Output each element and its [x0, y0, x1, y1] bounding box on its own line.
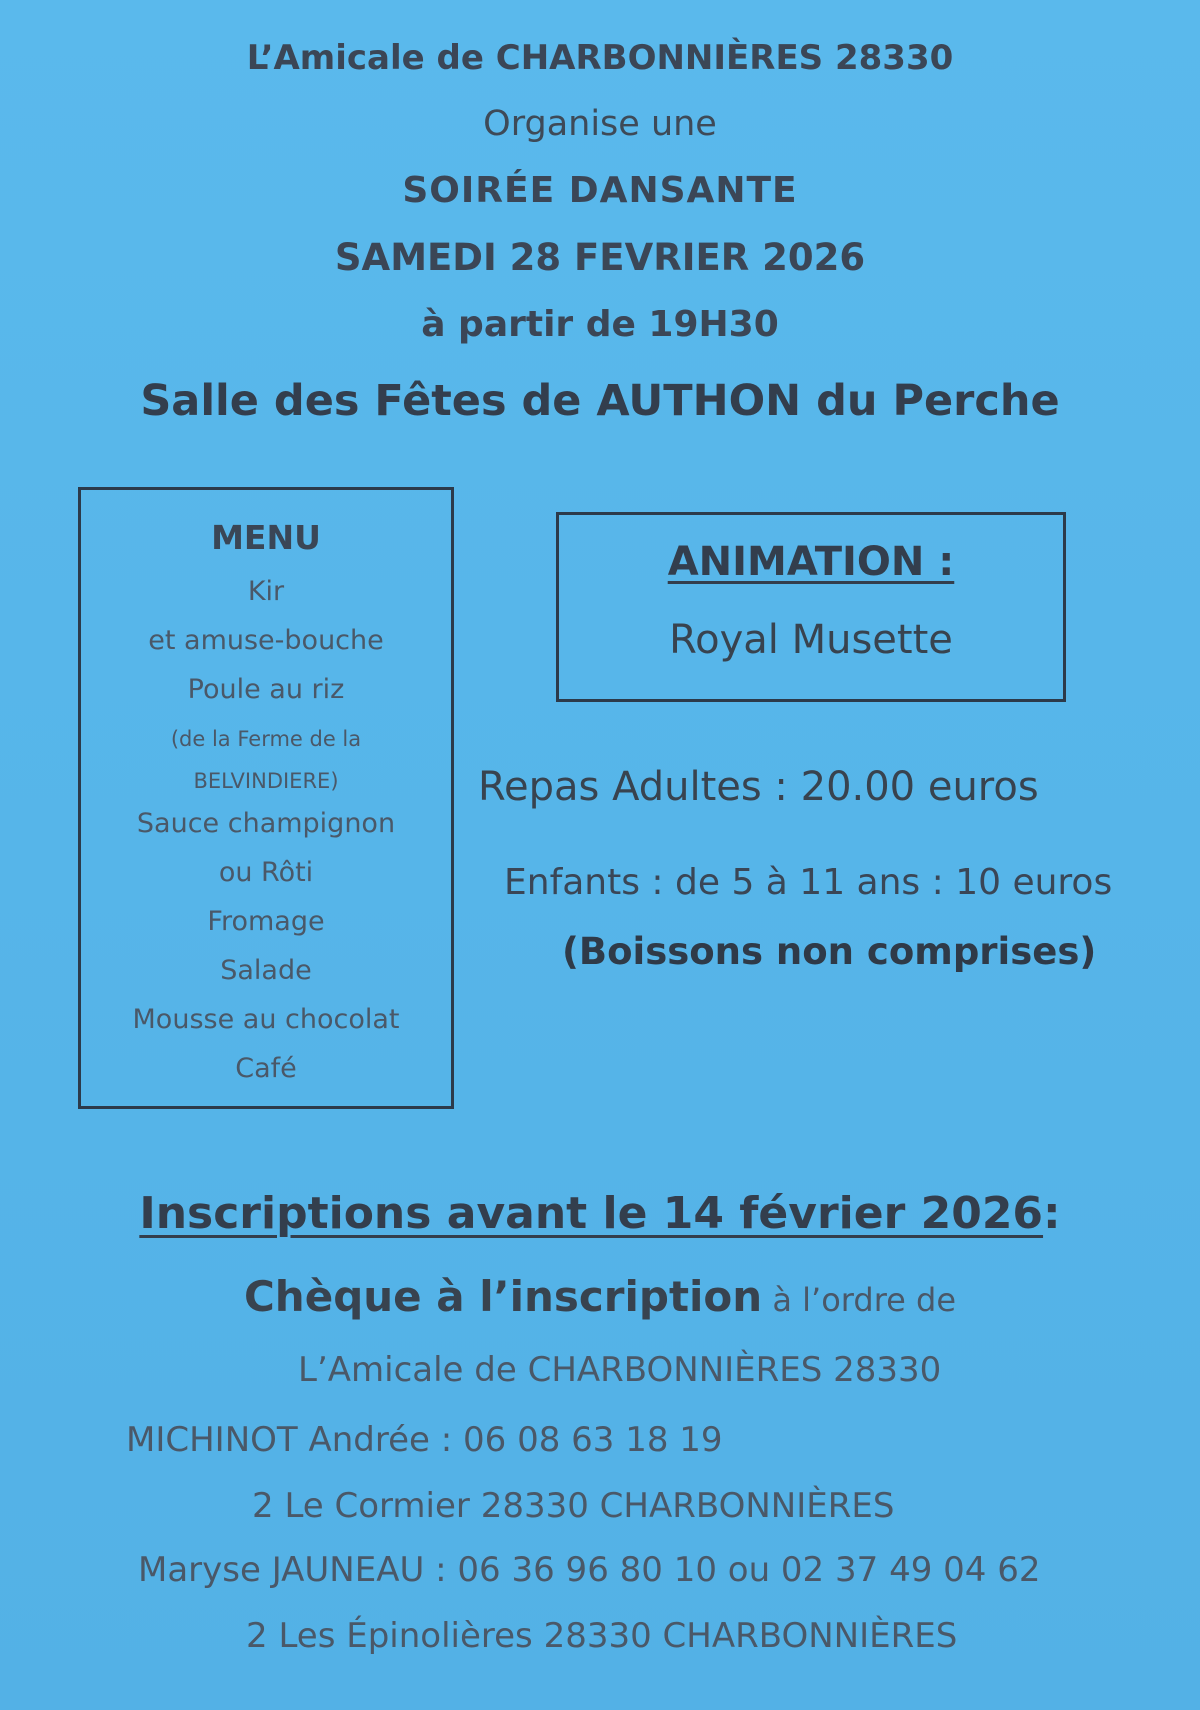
- payee-name: L’Amicale de CHARBONNIÈRES 28330: [298, 1350, 942, 1390]
- event-time: à partir de 19H30: [421, 304, 779, 345]
- menu-item: ou Rôti: [218, 857, 314, 888]
- menu-title: MENU: [211, 518, 321, 557]
- cheque-order: à l’ordre de: [762, 1281, 956, 1319]
- event-title: SOIRÉE DANSANTE: [402, 170, 798, 211]
- menu-box: [78, 487, 454, 1109]
- animation-title-text: ANIMATION :: [667, 539, 955, 585]
- registration-deadline-colon: :: [1043, 1188, 1061, 1239]
- price-adults: Repas Adultes : 20.00 euros: [478, 764, 1039, 810]
- cheque-label: Chèque à l’inscription: [243, 1272, 763, 1321]
- animation-title: [559, 539, 1063, 585]
- price-note: (Boissons non comprises): [562, 930, 1097, 973]
- animation-value: Royal Musette: [669, 617, 953, 663]
- cheque-line: [0, 1272, 1200, 1321]
- contact-jauneau: Maryse JAUNEAU : 06 36 96 80 10 ou 02 37 49 04 62: [138, 1550, 1041, 1590]
- menu-item: Poule au riz: [187, 674, 345, 705]
- menu-item: (de la Ferme de la: [170, 727, 362, 751]
- menu-item: Mousse au chocolat: [132, 1004, 400, 1035]
- registration-deadline: [0, 1188, 1200, 1239]
- event-venue: Salle des Fêtes de AUTHON du Perche: [140, 376, 1060, 426]
- menu-item: Sauce champignon: [136, 808, 396, 839]
- menu-item: Salade: [220, 955, 312, 986]
- registration-deadline-text: Inscriptions avant le 14 février 2026: [139, 1188, 1044, 1239]
- organise-text: Organise une: [483, 104, 717, 144]
- contact-michinot: MICHINOT Andrée : 06 08 63 18 19: [126, 1420, 723, 1460]
- menu-item: Café: [235, 1053, 297, 1084]
- animation-box: [556, 512, 1066, 702]
- price-children: Enfants : de 5 à 11 ans : 10 euros: [504, 862, 1113, 903]
- address-jauneau: 2 Les Épinolières 28330 CHARBONNIÈRES: [246, 1616, 958, 1656]
- menu-item: Kir: [247, 576, 285, 607]
- event-date: SAMEDI 28 FEVRIER 2026: [334, 236, 866, 279]
- organizer-name: L’Amicale de CHARBONNIÈRES 28330: [246, 38, 954, 78]
- menu-item: et amuse-bouche: [148, 625, 384, 656]
- menu-item: BELVINDIERE): [193, 769, 339, 793]
- menu-item: Fromage: [207, 906, 325, 937]
- address-michinot: 2 Le Cormier 28330 CHARBONNIÈRES: [252, 1486, 895, 1526]
